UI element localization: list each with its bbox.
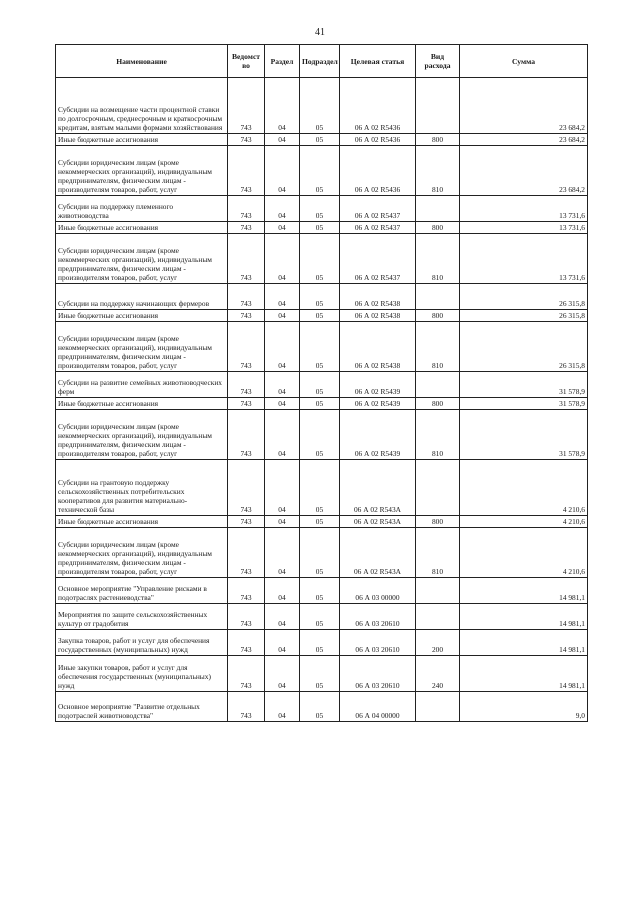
row-target-article: 06 А 02 R5438 <box>340 310 416 322</box>
row-expense-type: 810 <box>416 234 460 284</box>
row-department: 743 <box>228 604 265 630</box>
row-sum: 4 210,6 <box>460 516 588 528</box>
row-subsection: 05 <box>300 578 340 604</box>
row-name: Мероприятия по защите сельскохозяйственных культур от градобития <box>56 604 228 630</box>
row-subsection: 05 <box>300 630 340 656</box>
row-department: 743 <box>228 460 265 516</box>
row-name: Субсидии на развитие семейных животноводческих ферм <box>56 372 228 398</box>
row-section: 04 <box>265 578 300 604</box>
row-department: 743 <box>228 134 265 146</box>
row-sum: 13 731,6 <box>460 196 588 222</box>
table-row <box>56 516 588 528</box>
row-subsection: 05 <box>300 322 340 372</box>
row-target-article: 06 А 02 R5439 <box>340 410 416 460</box>
table-row <box>56 234 588 284</box>
row-target-article: 06 А 02 R5436 <box>340 78 416 134</box>
row-target-article: 06 А 02 R5438 <box>340 322 416 372</box>
row-name: Субсидии на грантовую поддержку сельскохозяйственных потребительских кооперативов для развития материально-технической базы <box>56 460 228 516</box>
budget-table <box>55 44 588 722</box>
row-name: Субсидии юридическим лицам (кроме некоммерческих организаций), индивидуальным предпринимателям, физическим лицам - производителям товаров, работ, услуг <box>56 322 228 372</box>
table-row <box>56 146 588 196</box>
header-subsection: Подраздел <box>300 45 340 78</box>
row-name: Субсидии юридическим лицам (кроме некоммерческих организаций), индивидуальным предпринимателям, физическим лицам - производителям товаров, работ, услуг <box>56 528 228 578</box>
row-department: 743 <box>228 578 265 604</box>
row-section: 04 <box>265 78 300 134</box>
row-name: Субсидии на поддержку начинающих фермеров <box>56 284 228 310</box>
row-name: Иные бюджетные ассигнования <box>56 398 228 410</box>
table-header-row <box>56 45 588 78</box>
row-name: Закупка товаров, работ и услуг для обеспечения государственных (муниципальных) нужд <box>56 630 228 656</box>
row-expense-type: 800 <box>416 516 460 528</box>
row-department: 743 <box>228 630 265 656</box>
row-expense-type: 810 <box>416 410 460 460</box>
row-department: 743 <box>228 398 265 410</box>
row-department: 743 <box>228 656 265 692</box>
header-department: Ведомст во <box>228 45 265 78</box>
row-section: 04 <box>265 284 300 310</box>
table-row <box>56 460 588 516</box>
row-department: 743 <box>228 146 265 196</box>
row-subsection: 05 <box>300 460 340 516</box>
row-sum: 31 578,9 <box>460 410 588 460</box>
row-name: Иные бюджетные ассигнования <box>56 222 228 234</box>
row-target-article: 06 А 02 R543А <box>340 460 416 516</box>
table-row <box>56 222 588 234</box>
row-department: 743 <box>228 516 265 528</box>
row-expense-type: 810 <box>416 528 460 578</box>
row-section: 04 <box>265 146 300 196</box>
header-section: Раздел <box>265 45 300 78</box>
row-target-article: 06 А 03 20610 <box>340 604 416 630</box>
row-target-article: 06 А 04 00000 <box>340 692 416 722</box>
row-subsection: 05 <box>300 692 340 722</box>
row-subsection: 05 <box>300 398 340 410</box>
row-name: Иные бюджетные ассигнования <box>56 134 228 146</box>
row-section: 04 <box>265 234 300 284</box>
row-sum: 31 578,9 <box>460 398 588 410</box>
row-sum: 26 315,8 <box>460 322 588 372</box>
row-sum: 14 981,1 <box>460 578 588 604</box>
row-section: 04 <box>265 372 300 398</box>
row-expense-type <box>416 284 460 310</box>
row-section: 04 <box>265 134 300 146</box>
row-expense-type: 800 <box>416 134 460 146</box>
row-section: 04 <box>265 692 300 722</box>
row-target-article: 06 А 02 R5436 <box>340 146 416 196</box>
row-name: Иные бюджетные ассигнования <box>56 310 228 322</box>
row-target-article: 06 А 02 R5438 <box>340 284 416 310</box>
row-department: 743 <box>228 234 265 284</box>
row-department: 743 <box>228 692 265 722</box>
row-name: Субсидии юридическим лицам (кроме некоммерческих организаций), индивидуальным предпринимателям, физическим лицам - производителям товаров, работ, услуг <box>56 146 228 196</box>
row-target-article: 06 А 02 R5439 <box>340 398 416 410</box>
row-subsection: 05 <box>300 372 340 398</box>
table-row <box>56 656 588 692</box>
row-expense-type <box>416 604 460 630</box>
row-subsection: 05 <box>300 528 340 578</box>
table-row <box>56 630 588 656</box>
row-sum: 9,0 <box>460 692 588 722</box>
row-section: 04 <box>265 310 300 322</box>
row-expense-type: 810 <box>416 322 460 372</box>
row-expense-type: 800 <box>416 310 460 322</box>
row-expense-type: 200 <box>416 630 460 656</box>
row-section: 04 <box>265 460 300 516</box>
row-sum: 23 684,2 <box>460 78 588 134</box>
row-name: Субсидии юридическим лицам (кроме некоммерческих организаций), индивидуальным предпринимателям, физическим лицам - производителям товаров, работ, услуг <box>56 410 228 460</box>
row-section: 04 <box>265 630 300 656</box>
table-row <box>56 134 588 146</box>
row-subsection: 05 <box>300 222 340 234</box>
row-name: Субсидии юридическим лицам (кроме некоммерческих организаций), индивидуальным предпринимателям, физическим лицам - производителям товаров, работ, услуг <box>56 234 228 284</box>
row-subsection: 05 <box>300 410 340 460</box>
row-section: 04 <box>265 222 300 234</box>
row-sum: 13 731,6 <box>460 222 588 234</box>
row-expense-type: 800 <box>416 398 460 410</box>
row-subsection: 05 <box>300 284 340 310</box>
row-sum: 26 315,8 <box>460 310 588 322</box>
row-subsection: 05 <box>300 146 340 196</box>
row-department: 743 <box>228 372 265 398</box>
table-row <box>56 372 588 398</box>
table-row <box>56 196 588 222</box>
row-section: 04 <box>265 398 300 410</box>
row-target-article: 06 А 02 R5439 <box>340 372 416 398</box>
row-department: 743 <box>228 310 265 322</box>
row-sum: 31 578,9 <box>460 372 588 398</box>
row-department: 743 <box>228 528 265 578</box>
row-name: Иные закупки товаров, работ и услуг для обеспечения государственных (муниципальных) нужд <box>56 656 228 692</box>
row-section: 04 <box>265 196 300 222</box>
table-row <box>56 322 588 372</box>
row-target-article: 06 А 03 20610 <box>340 630 416 656</box>
row-subsection: 05 <box>300 656 340 692</box>
row-department: 743 <box>228 196 265 222</box>
row-subsection: 05 <box>300 310 340 322</box>
row-subsection: 05 <box>300 134 340 146</box>
row-target-article: 06 А 02 R543А <box>340 516 416 528</box>
page-number: 41 <box>315 27 325 38</box>
row-target-article: 06 А 02 R5437 <box>340 196 416 222</box>
row-name: Основное мероприятие "Управление рисками в подотраслях растениеводства" <box>56 578 228 604</box>
table-row <box>56 284 588 310</box>
row-section: 04 <box>265 322 300 372</box>
row-subsection: 05 <box>300 196 340 222</box>
header-target-article: Целевая статья <box>340 45 416 78</box>
row-sum: 14 981,1 <box>460 604 588 630</box>
row-expense-type <box>416 578 460 604</box>
row-target-article: 06 А 03 20610 <box>340 656 416 692</box>
row-expense-type: 240 <box>416 656 460 692</box>
row-subsection: 05 <box>300 516 340 528</box>
row-department: 743 <box>228 78 265 134</box>
row-target-article: 06 А 02 R5437 <box>340 234 416 284</box>
row-target-article: 06 А 02 R5437 <box>340 222 416 234</box>
row-subsection: 05 <box>300 604 340 630</box>
table-row <box>56 78 588 134</box>
header-sum: Сумма <box>460 45 588 78</box>
row-expense-type <box>416 460 460 516</box>
row-section: 04 <box>265 516 300 528</box>
row-expense-type <box>416 372 460 398</box>
table-row <box>56 398 588 410</box>
row-section: 04 <box>265 528 300 578</box>
row-expense-type <box>416 78 460 134</box>
row-sum: 23 684,2 <box>460 134 588 146</box>
row-expense-type <box>416 692 460 722</box>
table-row <box>56 692 588 722</box>
row-section: 04 <box>265 410 300 460</box>
row-expense-type: 800 <box>416 222 460 234</box>
row-department: 743 <box>228 410 265 460</box>
row-subsection: 05 <box>300 234 340 284</box>
row-sum: 4 210,6 <box>460 460 588 516</box>
table-row <box>56 528 588 578</box>
row-name: Иные бюджетные ассигнования <box>56 516 228 528</box>
row-sum: 26 315,8 <box>460 284 588 310</box>
row-sum: 14 981,1 <box>460 656 588 692</box>
header-expense-type: Вид расхода <box>416 45 460 78</box>
row-name: Субсидии на поддержку племенного животноводства <box>56 196 228 222</box>
table-row <box>56 604 588 630</box>
table-row <box>56 578 588 604</box>
row-target-article: 06 А 02 R5436 <box>340 134 416 146</box>
table-row <box>56 410 588 460</box>
row-sum: 23 684,2 <box>460 146 588 196</box>
table-row <box>56 310 588 322</box>
row-section: 04 <box>265 604 300 630</box>
row-section: 04 <box>265 656 300 692</box>
row-sum: 14 981,1 <box>460 630 588 656</box>
row-name: Основное мероприятие "Развитие отдельных подотраслей животноводства" <box>56 692 228 722</box>
row-department: 743 <box>228 322 265 372</box>
row-target-article: 06 А 02 R543А <box>340 528 416 578</box>
row-expense-type <box>416 196 460 222</box>
row-sum: 4 210,6 <box>460 528 588 578</box>
row-sum: 13 731,6 <box>460 234 588 284</box>
row-name: Субсидии на возмещение части процентной ставки по долгосрочным, среднесрочным и краткосрочным кредитам, взятым малыми формами хозяйствования <box>56 78 228 134</box>
row-department: 743 <box>228 222 265 234</box>
row-subsection: 05 <box>300 78 340 134</box>
row-department: 743 <box>228 284 265 310</box>
header-name: Наименование <box>56 45 228 78</box>
row-expense-type: 810 <box>416 146 460 196</box>
row-target-article: 06 А 03 00000 <box>340 578 416 604</box>
